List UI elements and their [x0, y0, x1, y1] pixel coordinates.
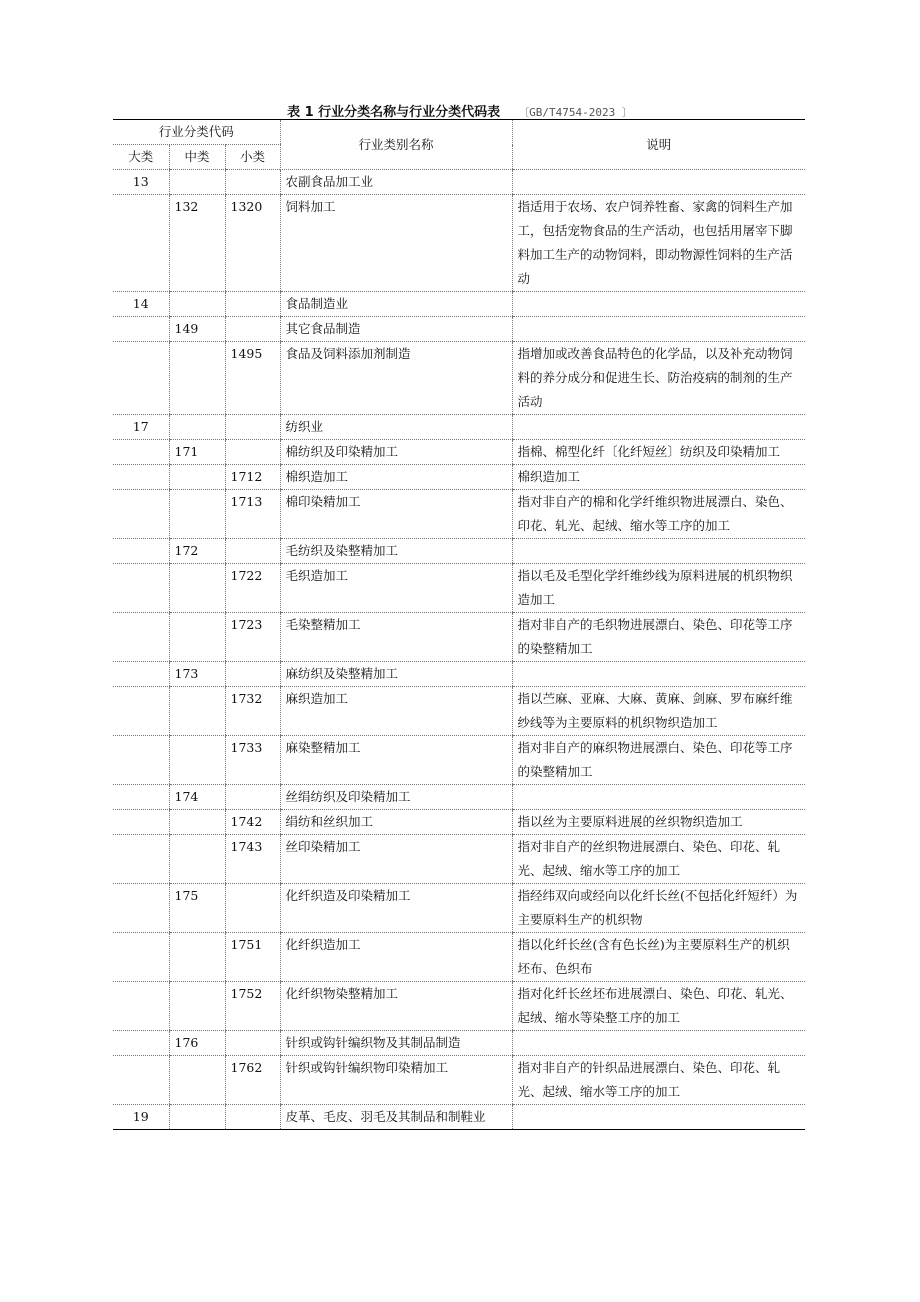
cell-minor: 1722: [225, 564, 280, 613]
cell-desc: 指对非自产的丝织物进展漂白、染色、印花、轧光、起绒、缩水等工序的加工: [512, 835, 805, 884]
table-row: [113, 933, 805, 982]
cell-desc: [512, 1031, 805, 1056]
table-row: [113, 884, 805, 933]
cell-middle: [169, 1105, 225, 1130]
cell-name: 食品及饲料添加剂制造: [280, 342, 512, 415]
cell-name: 化纤织造及印染精加工: [280, 884, 512, 933]
cell-major: [113, 662, 169, 687]
cell-middle: 175: [169, 884, 225, 933]
cell-desc: 指对非自产的毛织物进展漂白、染色、印花等工序的染整精加工: [512, 613, 805, 662]
cell-desc: 指对化纤长丝坯布进展漂白、染色、印花、轧光、起绒、缩水等染整工序的加工: [512, 982, 805, 1031]
cell-minor: 1751: [225, 933, 280, 982]
header-desc: 说明: [512, 120, 805, 170]
cell-middle: [169, 292, 225, 317]
cell-name: 针织或钩针编织物及其制品制造: [280, 1031, 512, 1056]
cell-major: [113, 687, 169, 736]
cell-minor: 1752: [225, 982, 280, 1031]
cell-major: [113, 982, 169, 1031]
cell-minor: [225, 415, 280, 440]
table-row: [113, 440, 805, 465]
table-row: [113, 317, 805, 342]
table-row: [113, 982, 805, 1031]
cell-major: [113, 317, 169, 342]
header-minor: 小类: [225, 145, 280, 170]
cell-middle: [169, 835, 225, 884]
table-row: [113, 415, 805, 440]
cell-middle: [169, 415, 225, 440]
table-row: [113, 810, 805, 835]
table-caption: [0, 101, 920, 120]
header-code-group: 行业分类代码: [113, 120, 280, 145]
cell-name: 麻织造加工: [280, 687, 512, 736]
cell-minor: [225, 884, 280, 933]
cell-major: 13: [113, 170, 169, 195]
cell-minor: [225, 785, 280, 810]
cell-name: 绢纺和丝织加工: [280, 810, 512, 835]
cell-major: [113, 539, 169, 564]
cell-major: [113, 835, 169, 884]
table-row: [113, 342, 805, 415]
cell-middle: [169, 736, 225, 785]
cell-minor: 1742: [225, 810, 280, 835]
cell-name: 棉织造加工: [280, 465, 512, 490]
cell-minor: [225, 440, 280, 465]
cell-name: 化纤织物染整精加工: [280, 982, 512, 1031]
cell-name: 皮革、毛皮、羽毛及其制品和制鞋业: [280, 1105, 512, 1130]
cell-name: 针织或钩针编织物印染精加工: [280, 1056, 512, 1105]
cell-minor: [225, 317, 280, 342]
header-major: 大类: [113, 145, 169, 170]
cell-middle: 132: [169, 195, 225, 292]
cell-middle: 173: [169, 662, 225, 687]
cell-desc: [512, 1105, 805, 1130]
table-row: [113, 613, 805, 662]
cell-name: 麻纺织及染整精加工: [280, 662, 512, 687]
cell-middle: 149: [169, 317, 225, 342]
cell-desc: [512, 785, 805, 810]
cell-name: 饲料加工: [280, 195, 512, 292]
cell-middle: 171: [169, 440, 225, 465]
cell-middle: [169, 1056, 225, 1105]
header-middle: 中类: [169, 145, 225, 170]
cell-minor: 1743: [225, 835, 280, 884]
cell-major: [113, 613, 169, 662]
cell-desc: 指以化纤长丝(含有色长丝)为主要原料生产的机织坯布、色织布: [512, 933, 805, 982]
cell-minor: 1713: [225, 490, 280, 539]
cell-desc: 指经纬双向或经向以化纤长丝(不包括化纤短纤）为主要原料生产的机织物: [512, 884, 805, 933]
cell-name: 毛纺织及染整精加工: [280, 539, 512, 564]
cell-name: 丝绢纺织及印染精加工: [280, 785, 512, 810]
cell-major: [113, 342, 169, 415]
cell-minor: 1712: [225, 465, 280, 490]
table-row: [113, 662, 805, 687]
cell-major: [113, 785, 169, 810]
cell-major: [113, 465, 169, 490]
cell-major: [113, 195, 169, 292]
table-row: [113, 195, 805, 292]
table-row: [113, 1031, 805, 1056]
cell-name: 其它食品制造: [280, 317, 512, 342]
cell-name: 麻染整精加工: [280, 736, 512, 785]
table-row: [113, 292, 805, 317]
cell-middle: [169, 465, 225, 490]
cell-major: 14: [113, 292, 169, 317]
table-row: [113, 736, 805, 785]
cell-minor: 1320: [225, 195, 280, 292]
cell-minor: 1723: [225, 613, 280, 662]
cell-major: [113, 1031, 169, 1056]
cell-name: 化纤织造加工: [280, 933, 512, 982]
cell-middle: [169, 810, 225, 835]
table-row: [113, 490, 805, 539]
standard-code: 〔GB/T4754-2023 〕: [518, 106, 633, 119]
cell-major: [113, 736, 169, 785]
cell-minor: 1762: [225, 1056, 280, 1105]
table-row: [113, 835, 805, 884]
cell-major: [113, 440, 169, 465]
cell-major: [113, 564, 169, 613]
cell-major: [113, 490, 169, 539]
cell-minor: [225, 1031, 280, 1056]
table-body: [113, 170, 805, 1130]
cell-desc: 指对非自产的针织品进展漂白、染色、印花、轧光、起绒、缩水等工序的加工: [512, 1056, 805, 1105]
cell-name: 棉纺织及印染精加工: [280, 440, 512, 465]
cell-middle: [169, 933, 225, 982]
table-row: [113, 687, 805, 736]
cell-name: 食品制造业: [280, 292, 512, 317]
cell-minor: [225, 662, 280, 687]
cell-middle: 176: [169, 1031, 225, 1056]
cell-middle: [169, 687, 225, 736]
table-row: [113, 1056, 805, 1105]
cell-desc: 指对非自产的麻织物进展漂白、染色、印花等工序的染整精加工: [512, 736, 805, 785]
cell-desc: 指以丝为主要原料进展的丝织物织造加工: [512, 810, 805, 835]
cell-minor: 1732: [225, 687, 280, 736]
cell-desc: [512, 662, 805, 687]
cell-desc: [512, 415, 805, 440]
cell-desc: [512, 170, 805, 195]
table-row: [113, 539, 805, 564]
header-row-1: [113, 120, 805, 145]
cell-middle: 174: [169, 785, 225, 810]
cell-minor: [225, 170, 280, 195]
cell-major: [113, 884, 169, 933]
cell-minor: [225, 539, 280, 564]
table-row: [113, 564, 805, 613]
cell-desc: 指棉、棉型化纤〔化纤短丝〕纺织及印染精加工: [512, 440, 805, 465]
cell-desc: [512, 292, 805, 317]
header-name: 行业类别名称: [280, 120, 512, 170]
cell-desc: [512, 317, 805, 342]
cell-desc: 棉织造加工: [512, 465, 805, 490]
cell-major: 19: [113, 1105, 169, 1130]
cell-name: 农副食品加工业: [280, 170, 512, 195]
cell-minor: 1733: [225, 736, 280, 785]
cell-minor: [225, 292, 280, 317]
table-row: [113, 1105, 805, 1130]
cell-name: 毛织造加工: [280, 564, 512, 613]
table-row: [113, 170, 805, 195]
cell-middle: [169, 613, 225, 662]
cell-major: [113, 810, 169, 835]
cell-desc: 指以苎麻、亚麻、大麻、黄麻、剑麻、罗布麻纤维纱线等为主要原料的机织物织造加工: [512, 687, 805, 736]
cell-major: 17: [113, 415, 169, 440]
table-row: [113, 785, 805, 810]
cell-middle: [169, 342, 225, 415]
cell-desc: 指对非自产的棉和化学纤维织物进展漂白、染色、印花、轧光、起绒、缩水等工序的加工: [512, 490, 805, 539]
cell-desc: [512, 539, 805, 564]
table-title: 表 1 行业分类名称与行业分类代码表: [287, 105, 501, 120]
cell-major: [113, 933, 169, 982]
cell-name: 纺织业: [280, 415, 512, 440]
cell-major: [113, 1056, 169, 1105]
cell-middle: [169, 982, 225, 1031]
cell-middle: 172: [169, 539, 225, 564]
cell-minor: [225, 1105, 280, 1130]
cell-desc: 指以毛及毛型化学纤维纱线为原料进展的机织物织造加工: [512, 564, 805, 613]
cell-middle: [169, 490, 225, 539]
cell-middle: [169, 564, 225, 613]
table-row: [113, 465, 805, 490]
cell-name: 丝印染精加工: [280, 835, 512, 884]
cell-middle: [169, 170, 225, 195]
cell-desc: 指适用于农场、农户饲养牲畜、家禽的饲料生产加工，包括宠物食品的生产活动，也包括用屠宰下脚料加工生产的动物饲料，即动物源性饲料的生产活动: [512, 195, 805, 292]
industry-code-table: [113, 119, 805, 1130]
cell-name: 毛染整精加工: [280, 613, 512, 662]
cell-name: 棉印染精加工: [280, 490, 512, 539]
cell-minor: 1495: [225, 342, 280, 415]
cell-desc: 指增加或改善食品特色的化学品，以及补充动物饲料的养分成分和促进生长、防治疫病的制剂的生产活动: [512, 342, 805, 415]
